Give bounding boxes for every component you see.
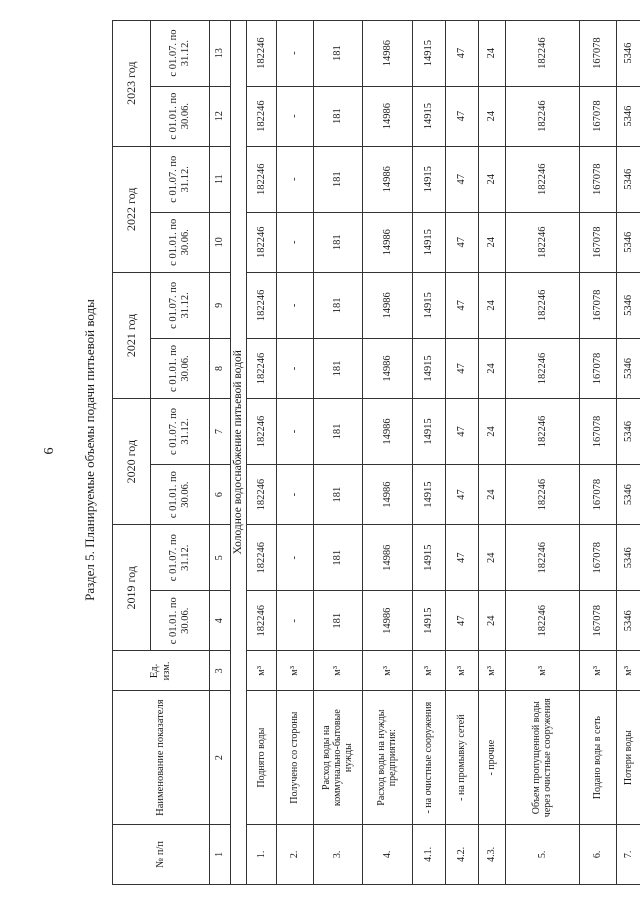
col-index: 7 <box>210 399 231 465</box>
cell-value: 182246 <box>505 591 579 651</box>
cell-value: 14915 <box>412 212 445 272</box>
cell-value: 14986 <box>362 20 412 86</box>
header-year-2023: 2023 год <box>113 20 151 146</box>
cell-value: - <box>276 591 313 651</box>
cell-value: 14915 <box>412 338 445 398</box>
col-index: 11 <box>210 146 231 212</box>
cell-value: 14986 <box>362 86 412 146</box>
cell-value: 47 <box>445 146 478 212</box>
cell-value: 24 <box>478 465 505 525</box>
cell-value: 167078 <box>579 212 616 272</box>
table-row <box>616 19 640 885</box>
header-year-2021: 2021 год <box>113 272 151 398</box>
row-num: 1. <box>246 824 276 884</box>
cell-value: 181 <box>313 525 362 591</box>
cell-value: 181 <box>313 86 362 146</box>
row-name: Поднято воды <box>246 691 276 824</box>
cell-value: 24 <box>478 338 505 398</box>
cell-value: 47 <box>445 591 478 651</box>
cell-value: 5346 <box>616 146 640 212</box>
col-index: 12 <box>210 86 231 146</box>
page-number: 6 <box>42 447 57 455</box>
col-index: 9 <box>210 272 231 338</box>
cell-value: - <box>276 465 313 525</box>
cell-value: 182246 <box>505 338 579 398</box>
cell-value: 5346 <box>616 591 640 651</box>
cell-value: 181 <box>313 465 362 525</box>
row-num: 4.3. <box>478 824 505 884</box>
rotated-table-container <box>112 18 640 885</box>
cell-value: 14986 <box>362 146 412 212</box>
row-num: 6. <box>579 824 616 884</box>
section-title-wrap <box>70 270 110 630</box>
cell-value: 14986 <box>362 399 412 465</box>
cell-value: 14915 <box>412 272 445 338</box>
table-row <box>313 19 362 885</box>
row-name: - на промывку сетей <box>445 691 478 824</box>
row-name: Получено со стороны <box>276 691 313 824</box>
cell-value: 14986 <box>362 525 412 591</box>
col-index: 3 <box>210 651 231 691</box>
row-unit: м³ <box>276 651 313 691</box>
cell-value: 182246 <box>246 338 276 398</box>
cell-value: - <box>276 20 313 86</box>
cell-value: 182246 <box>246 146 276 212</box>
cell-value: 14986 <box>362 338 412 398</box>
cell-value: 182246 <box>505 525 579 591</box>
row-num: 4.2. <box>445 824 478 884</box>
cell-value: 14986 <box>362 272 412 338</box>
cell-value: 5346 <box>616 86 640 146</box>
table-row <box>412 19 445 885</box>
table-stage <box>112 18 634 868</box>
row-num: 5. <box>505 824 579 884</box>
cell-value: 182246 <box>246 20 276 86</box>
col-index: 8 <box>210 338 231 398</box>
header-row-years <box>113 19 151 885</box>
cell-value: 181 <box>313 591 362 651</box>
cell-value: 14915 <box>412 399 445 465</box>
cell-value: - <box>276 146 313 212</box>
row-num: 7. <box>616 824 640 884</box>
header-half1: с 01.01. по 30.06. <box>151 86 210 146</box>
cell-value: 14986 <box>362 591 412 651</box>
header-half1: с 01.01. по 30.06. <box>151 338 210 398</box>
cell-value: 182246 <box>246 525 276 591</box>
row-unit: м³ <box>579 651 616 691</box>
cell-value: - <box>276 272 313 338</box>
header-half1: с 01.01. по 30.06. <box>151 591 210 651</box>
cell-value: 24 <box>478 212 505 272</box>
cell-value: 5346 <box>616 272 640 338</box>
row-num: 4. <box>362 824 412 884</box>
table-row <box>276 19 313 885</box>
row-unit: м³ <box>478 651 505 691</box>
cell-value: 181 <box>313 20 362 86</box>
cell-value: 5346 <box>616 525 640 591</box>
header-half2: с 01.07. по 31.12. <box>151 399 210 465</box>
header-num: № п/п <box>113 824 210 884</box>
col-index: 10 <box>210 212 231 272</box>
cell-value: 182246 <box>246 465 276 525</box>
row-num: 4.1. <box>412 824 445 884</box>
table-row <box>505 19 579 885</box>
col-index: 13 <box>210 20 231 86</box>
row-unit: м³ <box>505 651 579 691</box>
header-year-2020: 2020 год <box>113 399 151 525</box>
col-index: 1 <box>210 824 231 884</box>
row-name: Потери воды <box>616 691 640 824</box>
row-name: Расход воды на нужды предприятия: <box>362 691 412 824</box>
header-half1: с 01.01. по 30.06. <box>151 465 210 525</box>
col-index: 2 <box>210 691 231 824</box>
col-index: 5 <box>210 525 231 591</box>
table-row <box>362 19 412 885</box>
cell-value: 167078 <box>579 591 616 651</box>
cell-value: 167078 <box>579 525 616 591</box>
cell-value: 47 <box>445 86 478 146</box>
cell-value: 182246 <box>505 272 579 338</box>
table-row <box>445 19 478 885</box>
cell-value: 182246 <box>246 86 276 146</box>
cell-value: 14915 <box>412 20 445 86</box>
cell-value: 5346 <box>616 338 640 398</box>
col-index: 4 <box>210 591 231 651</box>
cell-value: - <box>276 338 313 398</box>
row-unit: м³ <box>362 651 412 691</box>
cell-value: 5346 <box>616 212 640 272</box>
cell-value: 182246 <box>505 86 579 146</box>
row-name: - на очистные сооружения <box>412 691 445 824</box>
cell-value: 167078 <box>579 465 616 525</box>
cell-value: 47 <box>445 525 478 591</box>
cell-value: 5346 <box>616 20 640 86</box>
table-row <box>246 19 276 885</box>
column-index-row <box>210 19 231 885</box>
cell-value: 181 <box>313 212 362 272</box>
header-half2: с 01.07. по 31.12. <box>151 525 210 591</box>
row-name: Подано воды в сеть <box>579 691 616 824</box>
cell-value: - <box>276 212 313 272</box>
cell-value: 47 <box>445 212 478 272</box>
header-unit: Ед. изм. <box>113 651 210 691</box>
cell-value: 167078 <box>579 272 616 338</box>
row-unit: м³ <box>616 651 640 691</box>
header-half2: с 01.07. по 31.12. <box>151 20 210 86</box>
section-label: Холодное водоснабжение питьевой водой <box>231 20 247 884</box>
cell-value: 14915 <box>412 86 445 146</box>
section-row <box>231 19 247 885</box>
cell-value: 182246 <box>246 272 276 338</box>
section-title: Раздел 5. Планируемые объемы подачи питьевой воды <box>82 299 97 601</box>
row-num: 2. <box>276 824 313 884</box>
header-year-2019: 2019 год <box>113 525 151 651</box>
cell-value: 167078 <box>579 86 616 146</box>
table-row <box>579 19 616 885</box>
cell-value: 24 <box>478 399 505 465</box>
cell-value: 182246 <box>505 20 579 86</box>
cell-value: 24 <box>478 591 505 651</box>
cell-value: 5346 <box>616 399 640 465</box>
cell-value: 24 <box>478 272 505 338</box>
row-num: 3. <box>313 824 362 884</box>
header-year-2022: 2022 год <box>113 146 151 272</box>
cell-value: 181 <box>313 338 362 398</box>
cell-value: 167078 <box>579 338 616 398</box>
cell-value: 181 <box>313 272 362 338</box>
row-unit: м³ <box>246 651 276 691</box>
cell-value: 24 <box>478 20 505 86</box>
cell-value: 5346 <box>616 465 640 525</box>
cell-value: 182246 <box>505 212 579 272</box>
row-unit: м³ <box>445 651 478 691</box>
cell-value: 182246 <box>246 212 276 272</box>
cell-value: 14986 <box>362 212 412 272</box>
cell-value: 182246 <box>246 399 276 465</box>
row-name: Расход воды на коммунально-бытовые нужды <box>313 691 362 824</box>
header-half1: с 01.01. по 30.06. <box>151 212 210 272</box>
header-half2: с 01.07. по 31.12. <box>151 146 210 212</box>
cell-value: - <box>276 399 313 465</box>
row-unit: м³ <box>313 651 362 691</box>
cell-value: - <box>276 86 313 146</box>
cell-value: 167078 <box>579 146 616 212</box>
cell-value: 14915 <box>412 465 445 525</box>
water-supply-table <box>112 18 640 885</box>
cell-value: 167078 <box>579 20 616 86</box>
cell-value: 14915 <box>412 591 445 651</box>
cell-value: 47 <box>445 272 478 338</box>
cell-value: 181 <box>313 146 362 212</box>
cell-value: 182246 <box>505 465 579 525</box>
cell-value: 167078 <box>579 399 616 465</box>
cell-value: 47 <box>445 20 478 86</box>
cell-value: 24 <box>478 525 505 591</box>
cell-value: 14915 <box>412 146 445 212</box>
table-row <box>478 19 505 885</box>
cell-value: - <box>276 525 313 591</box>
header-half2: с 01.07. по 31.12. <box>151 272 210 338</box>
cell-value: 182246 <box>505 399 579 465</box>
cell-value: 24 <box>478 86 505 146</box>
cell-value: 14915 <box>412 525 445 591</box>
cell-value: 181 <box>313 399 362 465</box>
row-unit: м³ <box>412 651 445 691</box>
cell-value: 24 <box>478 146 505 212</box>
header-name: Наименование показателя <box>113 691 210 824</box>
row-name: Объем пропущенной воды через очистные сооружения <box>505 691 579 824</box>
cell-value: 47 <box>445 338 478 398</box>
cell-value: 47 <box>445 399 478 465</box>
row-name: - прочие <box>478 691 505 824</box>
cell-value: 182246 <box>505 146 579 212</box>
cell-value: 182246 <box>246 591 276 651</box>
cell-value: 47 <box>445 465 478 525</box>
cell-value: 14986 <box>362 465 412 525</box>
col-index: 6 <box>210 465 231 525</box>
